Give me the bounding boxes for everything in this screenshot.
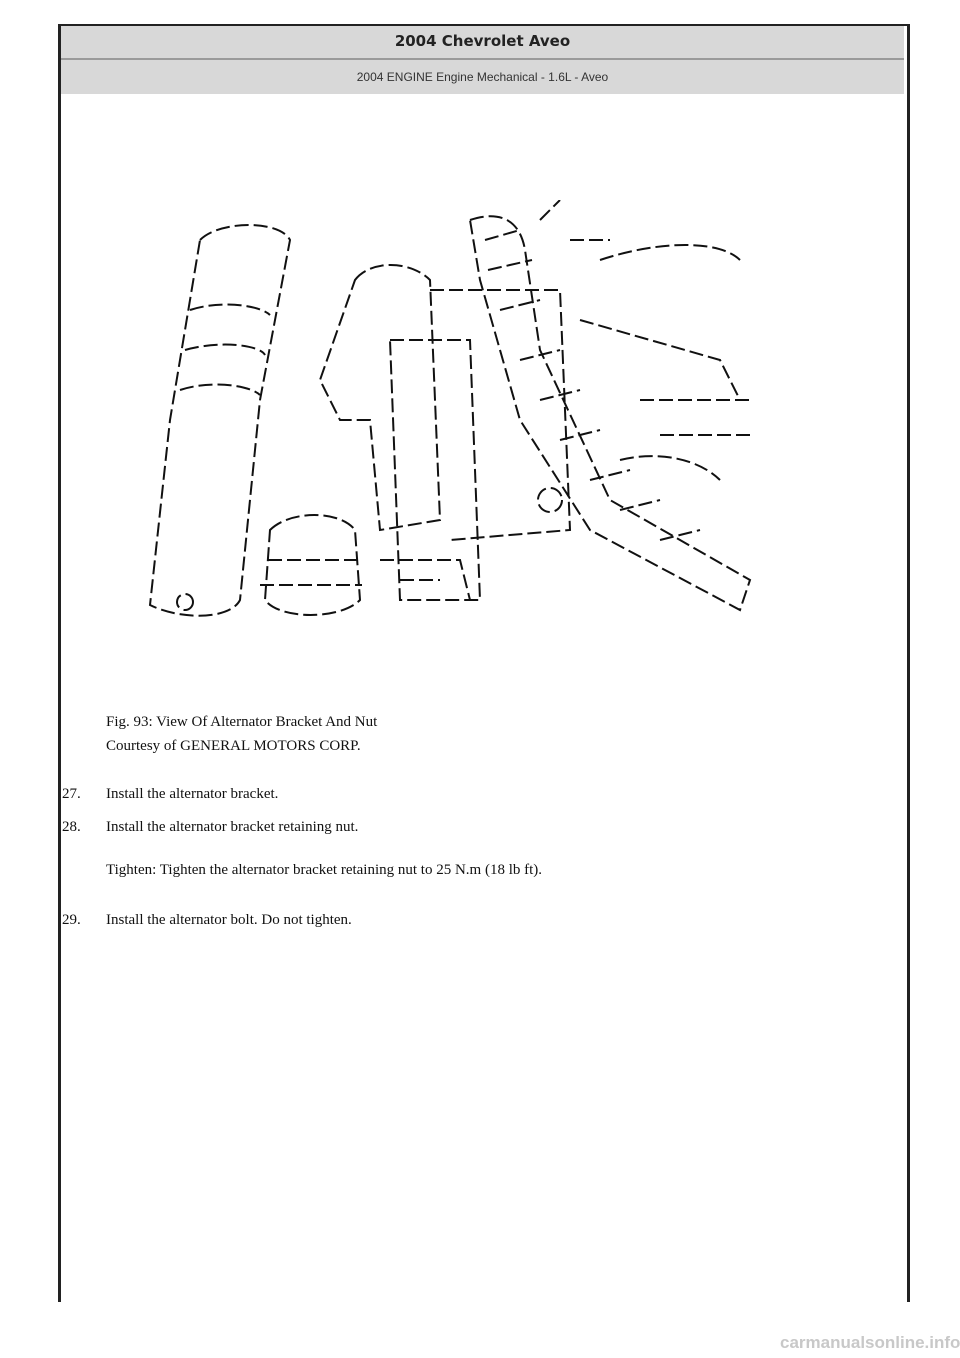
step-text: Install the alternator bolt. Do not tighten. xyxy=(106,912,352,928)
tighten-spec: Tighten: Tighten the alternator bracket retaining nut to 25 N.m (18 lb ft). xyxy=(106,862,543,878)
document-title: 2004 Chevrolet Aveo xyxy=(394,32,571,50)
header-divider xyxy=(61,58,904,60)
step-number: 29. xyxy=(62,912,81,928)
alternator-bracket-illustration xyxy=(140,200,760,640)
step-number: 28. xyxy=(62,819,81,835)
step-28 xyxy=(62,819,358,836)
step-text: Install the alternator bracket. xyxy=(106,786,279,802)
caption-title: Fig. 93: View Of Alternator Bracket And Nut xyxy=(106,714,378,730)
step-number: 27. xyxy=(62,786,81,802)
figure-caption xyxy=(106,710,377,758)
caption-courtesy: Courtesy of GENERAL MOTORS CORP. xyxy=(106,738,361,754)
document-subtitle: 2004 ENGINE Engine Mechanical - 1.6L - Aveo xyxy=(356,70,609,84)
step-29 xyxy=(62,912,352,929)
watermark-footer: carmanualsonline.info xyxy=(780,1333,960,1352)
step-27 xyxy=(62,786,278,803)
step-text: Install the alternator bracket retaining nut. xyxy=(106,819,359,835)
